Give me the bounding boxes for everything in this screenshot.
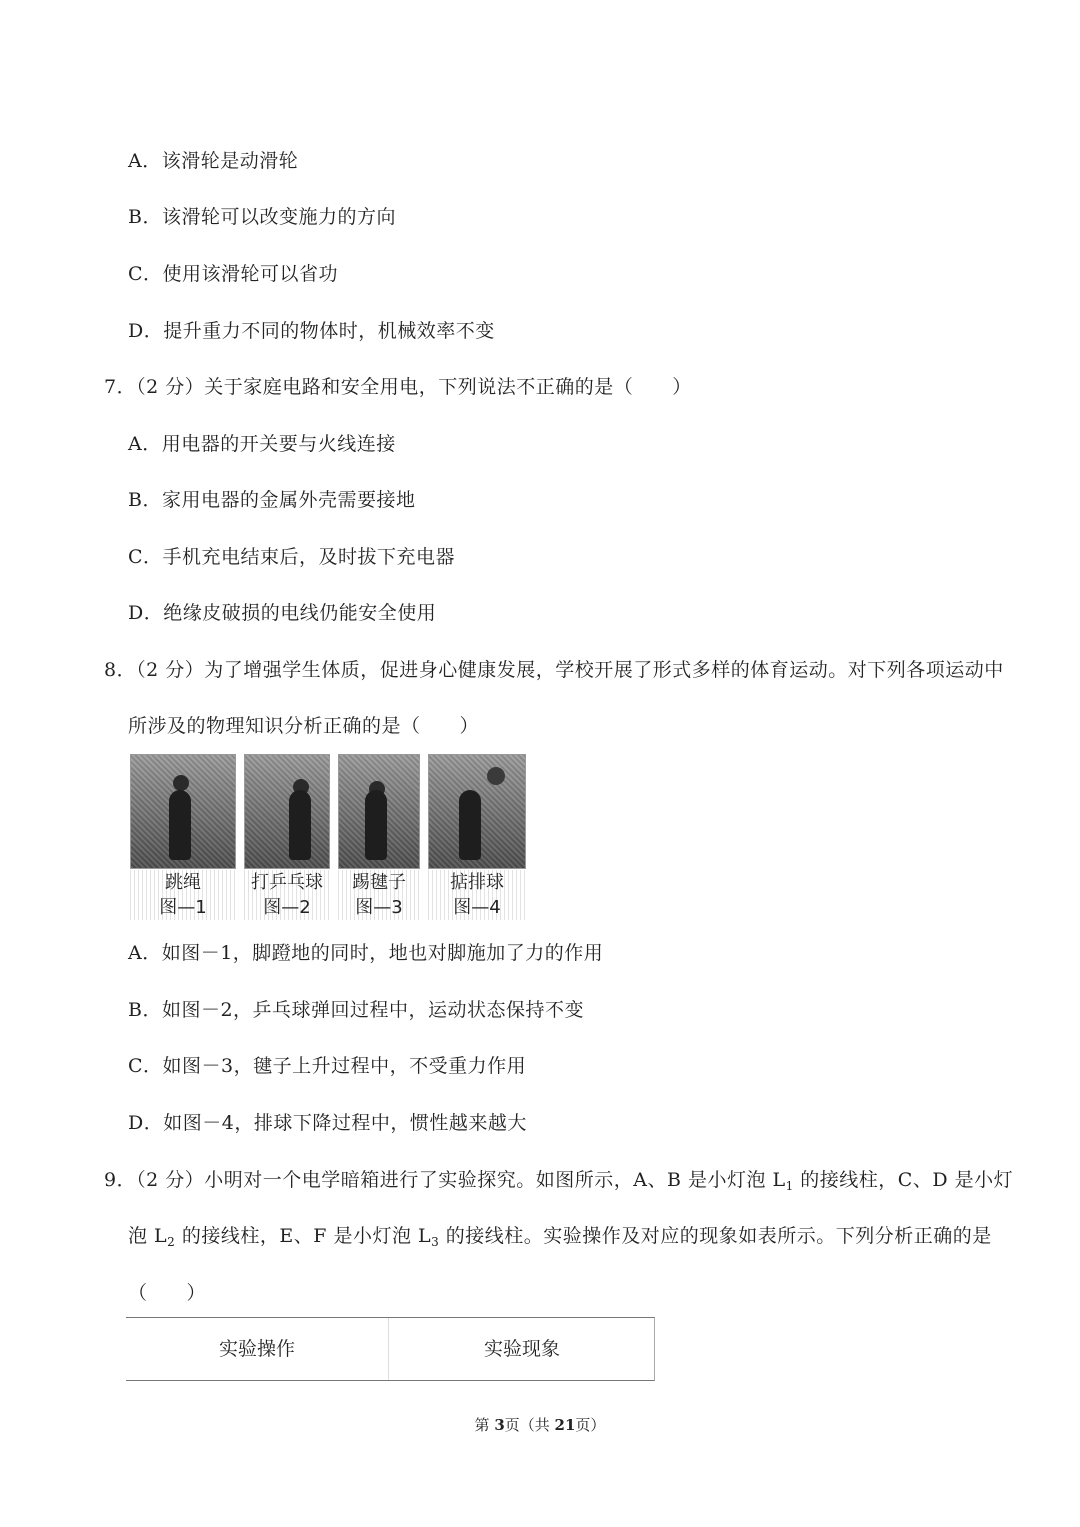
figure-1-caption: [130, 870, 236, 920]
q9-stem-line2: 泡 $L_2$ 的接线柱，E、F 是小灯泡 $L_3$ 的接线柱。实验操作及对应的现象如表所示。下列分析正确的是: [128, 1225, 992, 1249]
figure-2-caption: [244, 870, 330, 920]
figure-4-caption: [428, 870, 526, 920]
q7-option-d: D．绝缘皮破损的电线仍能安全使用: [128, 602, 437, 624]
figure-3-name: 踢毽子: [352, 872, 406, 893]
q7-option-c: C．手机充电结束后，及时拔下充电器: [128, 546, 456, 568]
figure-3-caption: [338, 870, 420, 920]
q8-figure-strip: [130, 754, 530, 920]
figure-1-name: 跳绳: [165, 872, 201, 893]
q8-option-b: B．如图－2，乒乓球弹回过程中，运动状态保持不变: [128, 999, 585, 1021]
q7-stem: 7．（2 分）关于家庭电路和安全用电，下列说法不正确的是（ ）: [104, 376, 692, 398]
volleyball-icon: [487, 767, 505, 785]
page-footer: 第 3页（共 21页）: [474, 1416, 606, 1434]
q8-option-c: C．如图－3，毽子上升过程中，不受重力作用: [128, 1055, 527, 1077]
figure-3-photo: [338, 754, 420, 869]
figure-2-photo: [244, 754, 330, 869]
q9-stem-line3: （ ）: [128, 1282, 207, 1304]
q9-table: [126, 1317, 655, 1381]
q6-option-a: A．该滑轮是动滑轮: [128, 150, 299, 172]
table-header-phenomenon: 实验现象: [388, 1318, 655, 1380]
figure-4-photo: [428, 754, 526, 869]
q7-option-a: A．用电器的开关要与火线连接: [128, 433, 396, 455]
figure-1-photo: [130, 754, 236, 869]
q8-stem-line2: 所涉及的物理知识分析正确的是（ ）: [128, 715, 480, 737]
figure-4-name: 掂排球: [450, 872, 504, 893]
q6-option-c: C．使用该滑轮可以省功: [128, 263, 339, 285]
figure-2-name: 打乒乓球: [251, 872, 323, 893]
q6-option-d: D．提升重力不同的物体时，机械效率不变: [128, 320, 495, 342]
q6-option-b: B．该滑轮可以改变施力的方向: [128, 206, 396, 228]
figure-4-label: 图—4: [453, 897, 501, 918]
page-total: 21: [554, 1416, 576, 1434]
q8-option-a: A．如图－1，脚蹬地的同时，地也对脚施加了力的作用: [128, 942, 604, 964]
q9-stem-line1: 9．（2 分）小明对一个电学暗箱进行了实验探究。如图所示，A、B 是小灯泡 $L_1$ 的接线柱，C、D 是小灯: [104, 1169, 1014, 1193]
figure-2-label: 图—2: [263, 897, 311, 918]
page-number: 3: [494, 1416, 505, 1434]
q8-option-d: D．如图－4，排球下降过程中，惯性越来越大: [128, 1112, 527, 1134]
table-header-operation: 实验操作: [218, 1338, 295, 1360]
q8-stem-line1: 8．（2 分）为了增强学生体质，促进身心健康发展，学校开展了形式多样的体育运动。对下列各项运动中: [104, 659, 1004, 681]
figure-3-label: 图—3: [355, 897, 403, 918]
figure-1-label: 图—1: [159, 897, 207, 918]
q7-option-b: B．家用电器的金属外壳需要接地: [128, 489, 416, 511]
